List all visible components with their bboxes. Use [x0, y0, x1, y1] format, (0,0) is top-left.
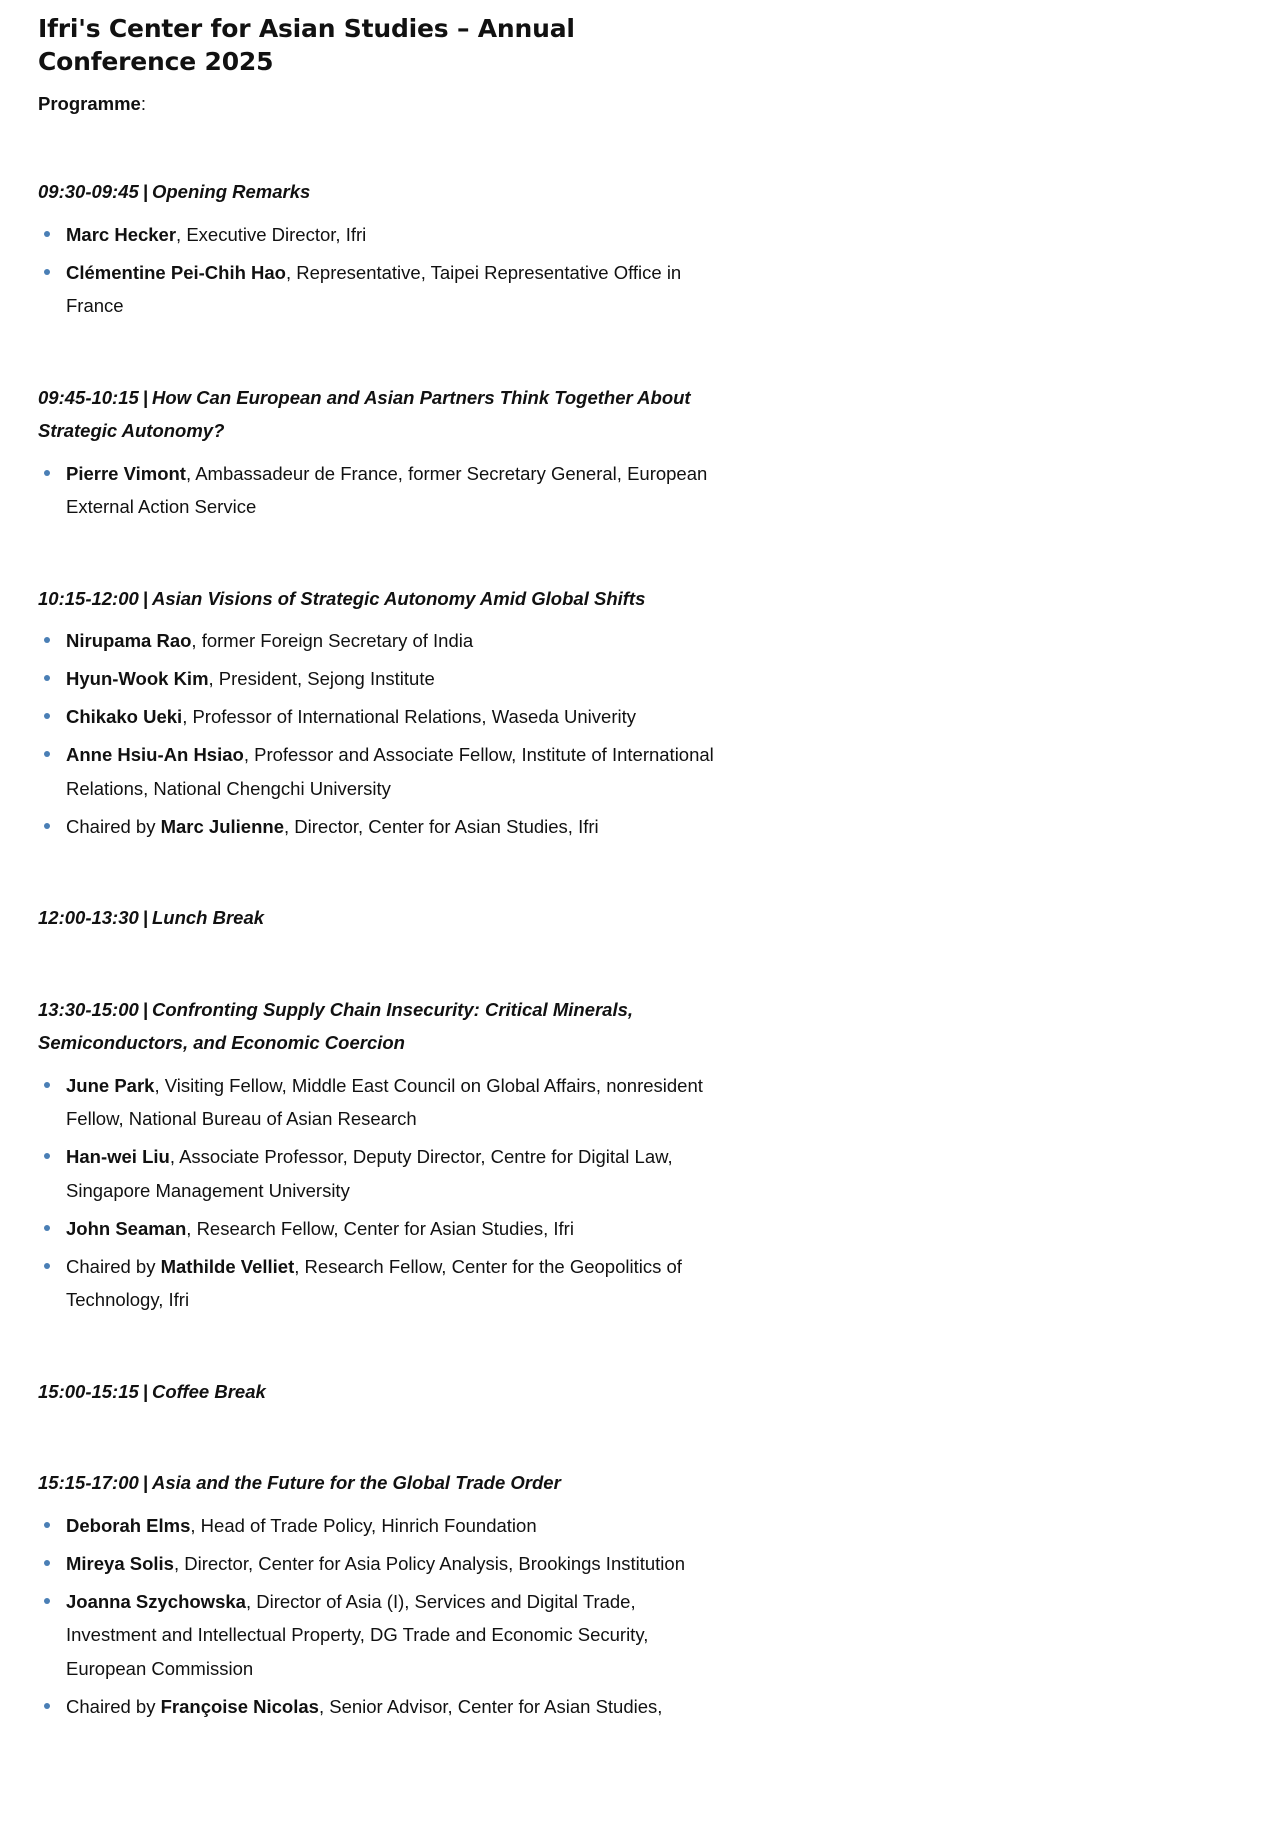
speaker-item [38, 1585, 718, 1686]
speaker-item [38, 810, 718, 844]
speaker-item [38, 1212, 718, 1246]
bullet-icon [44, 1153, 50, 1159]
speaker-prefix: Chaired by [66, 815, 161, 837]
session-heading [38, 993, 718, 1060]
speaker-list [38, 218, 718, 323]
session-time: 15:15-17:00 [38, 1472, 139, 1493]
session-block [38, 993, 718, 1317]
session-time: 10:15-12:00 [38, 587, 139, 609]
bullet-icon [44, 231, 50, 237]
speaker-detail: , Professor and Associate Fellow, Institute of International Relations, National Chengchi University [66, 744, 714, 799]
speaker-name: Hyun-Wook Kim [66, 668, 209, 689]
session-block [38, 1466, 718, 1723]
bullet-icon [44, 1522, 50, 1528]
speaker-name: Nirupama Rao [66, 630, 192, 651]
speaker-name: Marc Hecker [66, 223, 177, 245]
programme-label [38, 91, 718, 117]
bullet-icon [44, 1703, 50, 1709]
speaker-detail: , former Foreign Secretary of India [191, 630, 474, 651]
speaker-item [38, 1509, 718, 1543]
speaker-item [38, 1250, 718, 1317]
speaker-detail: , Associate Professor, Deputy Director, Centre for Digital Law, Singapore Management University [66, 1146, 673, 1201]
speaker-prefix: Chaired by [66, 1255, 161, 1277]
session-separator: | [142, 1380, 148, 1402]
session-block [38, 381, 718, 524]
bullet-icon [44, 1082, 50, 1088]
speaker-name: Deborah Elms [66, 1514, 191, 1536]
speaker-name: Mathilde Velliet [160, 1255, 295, 1277]
bullet-icon [44, 1598, 50, 1604]
session-heading [38, 1466, 718, 1500]
programme-label-text: Programme [38, 93, 141, 114]
session-time: 13:30-15:00 [38, 998, 139, 1020]
speaker-list [38, 457, 718, 524]
session-heading [38, 175, 718, 209]
session-heading [38, 582, 718, 616]
bullet-icon [44, 1263, 50, 1269]
bullet-icon [44, 1560, 50, 1566]
session-separator: | [142, 1472, 148, 1493]
speaker-detail: , Visiting Fellow, Middle East Council on Global Affairs, nonresident Fellow, National Bureau of Asian Research [66, 1074, 703, 1129]
speaker-item [38, 738, 718, 805]
speaker-detail: , Professor of International Relations, Waseda Univerity [182, 706, 636, 727]
bullet-icon [44, 823, 50, 829]
speaker-name: Françoise Nicolas [160, 1695, 319, 1717]
speaker-detail: , Executive Director, Ifri [176, 223, 367, 245]
session-title: Asian Visions of Strategic Autonomy Amid Global Shifts [151, 587, 646, 609]
speaker-name: Joanna Szychowska [66, 1590, 246, 1612]
session-time: 09:45-10:15 [38, 386, 139, 408]
session-separator: | [142, 587, 148, 609]
speaker-name: Clémentine Pei-Chih Hao [66, 261, 286, 283]
speaker-prefix: Chaired by [66, 1695, 161, 1717]
bullet-icon [44, 713, 50, 719]
bullet-icon [44, 1225, 50, 1231]
bullet-icon [44, 637, 50, 643]
bullet-icon [44, 675, 50, 681]
speaker-name: Mireya Solis [66, 1552, 174, 1574]
page-title: Ifri's Center for Asian Studies – Annual Conference 2025 [38, 14, 575, 76]
speaker-name: Pierre Vimont [66, 462, 186, 484]
speaker-name: Marc Julienne [160, 815, 284, 837]
speaker-item [38, 1069, 718, 1136]
speaker-list [38, 1069, 718, 1317]
speaker-detail: , Head of Trade Policy, Hinrich Foundation [190, 1514, 537, 1536]
speaker-detail: , Director, Center for Asian Studies, Ifri [284, 815, 599, 837]
session-block [38, 175, 718, 323]
session-title: Opening Remarks [151, 181, 311, 202]
speaker-item [38, 624, 718, 658]
session-separator: | [142, 181, 148, 202]
speaker-list [38, 1509, 718, 1724]
speaker-item [38, 1140, 718, 1207]
speaker-item [38, 700, 718, 734]
session-heading [38, 901, 718, 935]
programme-document [38, 12, 718, 1781]
speaker-detail: , Director of Asia (I), Services and Digital Trade, Investment and Intellectual Property, DG Trade and Economic Security, European Commission [66, 1590, 649, 1679]
speaker-item [38, 218, 718, 252]
session-title: Coffee Break [151, 1380, 266, 1402]
bullet-icon [44, 751, 50, 757]
speaker-name: Han-wei Liu [66, 1146, 170, 1167]
speaker-detail: , Research Fellow, Center for the Geopolitics of Technology, Ifri [66, 1255, 682, 1310]
session-separator: | [142, 998, 148, 1020]
speaker-detail: , Ambassadeur de France, former Secretary General, European External Action Service [66, 462, 708, 517]
session-list [38, 175, 718, 1723]
session-block [38, 1375, 718, 1409]
session-heading [38, 381, 718, 448]
speaker-item [38, 457, 718, 524]
session-title: How Can European and Asian Partners Think Together About Strategic Autonomy? [38, 386, 691, 441]
speaker-list [38, 624, 718, 843]
session-time: 15:00-15:15 [38, 1380, 139, 1402]
speaker-detail: , Research Fellow, Center for Asian Studies, Ifri [186, 1217, 574, 1239]
speaker-item [38, 256, 718, 323]
speaker-item [38, 1547, 718, 1581]
session-separator: | [142, 907, 148, 928]
speaker-name: Chikako Ueki [66, 706, 183, 727]
speaker-name: June Park [66, 1074, 155, 1096]
programme-label-colon: : [140, 93, 146, 114]
speaker-item [38, 1690, 718, 1724]
session-separator: | [142, 386, 148, 408]
session-title: Lunch Break [151, 907, 265, 928]
speaker-name: Anne Hsiu-An Hsiao [66, 744, 244, 765]
session-heading [38, 1375, 718, 1409]
session-block [38, 582, 718, 844]
speaker-detail: , President, Sejong Institute [208, 668, 435, 689]
bullet-icon [44, 470, 50, 476]
speaker-item [38, 662, 718, 696]
session-time: 09:30-09:45 [38, 181, 139, 202]
speaker-detail: , Senior Advisor, Center for Asian Studies, [318, 1695, 663, 1717]
speaker-detail: , Director, Center for Asia Policy Analysis, Brookings Institution [173, 1552, 685, 1574]
session-time: 12:00-13:30 [38, 907, 139, 928]
speaker-name: John Seaman [66, 1217, 187, 1239]
bullet-icon [44, 269, 50, 275]
session-title: Confronting Supply Chain Insecurity: Critical Minerals, Semiconductors, and Economic Coercion [38, 998, 634, 1053]
session-block [38, 901, 718, 935]
session-title: Asia and the Future for the Global Trade Order [151, 1472, 561, 1493]
speaker-detail: , Representative, Taipei Representative Office in France [66, 261, 682, 316]
